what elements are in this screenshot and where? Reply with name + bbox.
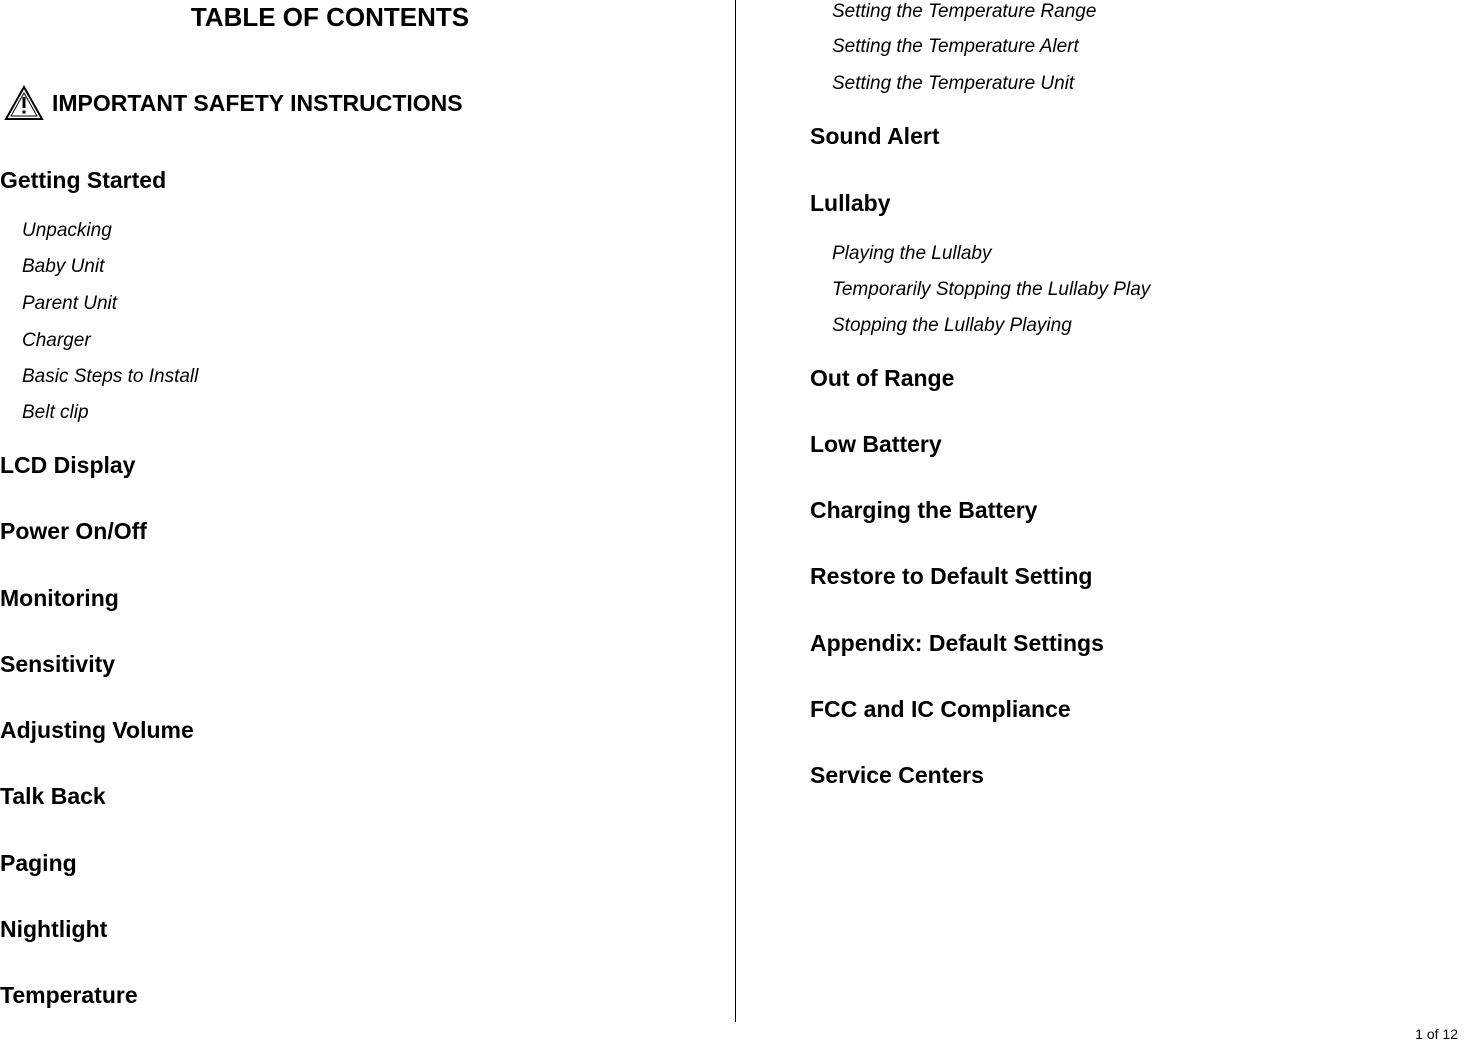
page-number: 1 of 12 — [1415, 1026, 1458, 1042]
toc-heading-paging[interactable]: Paging — [0, 850, 77, 876]
toc-heading-sensitivity[interactable]: Sensitivity — [0, 651, 116, 677]
page-title: TABLE OF CONTENTS — [190, 2, 470, 32]
toc-heading-getting-started[interactable]: Getting Started — [0, 167, 167, 193]
toc-heading-talk-back[interactable]: Talk Back — [0, 783, 106, 809]
toc-subitem-unpacking[interactable]: Unpacking — [22, 220, 112, 241]
toc-heading-nightlight[interactable]: Nightlight — [0, 916, 108, 942]
toc-subitem-temperature-unit[interactable]: Setting the Temperature Unit — [832, 73, 1075, 94]
toc-heading-charging-battery[interactable]: Charging the Battery — [810, 497, 1038, 523]
toc-subitem-belt-clip[interactable]: Belt clip — [22, 402, 89, 423]
column-divider — [735, 0, 736, 1022]
toc-subitem-temporarily-stopping-lullaby[interactable]: Temporarily Stopping the Lullaby Play — [832, 279, 1151, 300]
toc-heading-service-centers[interactable]: Service Centers — [810, 762, 984, 788]
toc-heading-temperature[interactable]: Temperature — [0, 982, 138, 1008]
toc-heading-restore-default[interactable]: Restore to Default Setting — [810, 563, 1093, 589]
toc-heading-fcc-ic[interactable]: FCC and IC Compliance — [810, 696, 1071, 722]
toc-heading-adjusting-volume[interactable]: Adjusting Volume — [0, 717, 194, 743]
toc-heading-appendix[interactable]: Appendix: Default Settings — [810, 630, 1104, 656]
toc-subitem-temperature-alert[interactable]: Setting the Temperature Alert — [832, 36, 1079, 57]
toc-entry-safety-instructions[interactable] — [4, 84, 463, 122]
toc-subitem-baby-unit[interactable]: Baby Unit — [22, 256, 105, 277]
toc-heading-lullaby[interactable]: Lullaby — [810, 190, 891, 216]
toc-heading-out-of-range[interactable]: Out of Range — [810, 365, 955, 391]
toc-heading-sound-alert[interactable]: Sound Alert — [810, 123, 940, 149]
toc-heading-monitoring[interactable]: Monitoring — [0, 585, 119, 611]
toc-subitem-playing-lullaby[interactable]: Playing the Lullaby — [832, 243, 992, 264]
toc-heading-lcd-display[interactable]: LCD Display — [0, 452, 136, 478]
toc-subitem-temperature-range[interactable]: Setting the Temperature Range — [832, 1, 1097, 22]
toc-subitem-stopping-lullaby[interactable]: Stopping the Lullaby Playing — [832, 315, 1072, 336]
toc-subitem-parent-unit[interactable]: Parent Unit — [22, 293, 118, 314]
toc-subitem-basic-steps[interactable]: Basic Steps to Install — [22, 366, 199, 387]
toc-subitem-charger[interactable]: Charger — [22, 330, 91, 351]
safety-instructions-label: IMPORTANT SAFETY INSTRUCTIONS — [52, 90, 463, 116]
toc-heading-low-battery[interactable]: Low Battery — [810, 431, 942, 457]
toc-heading-power-on-off[interactable]: Power On/Off — [0, 518, 147, 544]
warning-triangle-icon — [4, 84, 44, 122]
